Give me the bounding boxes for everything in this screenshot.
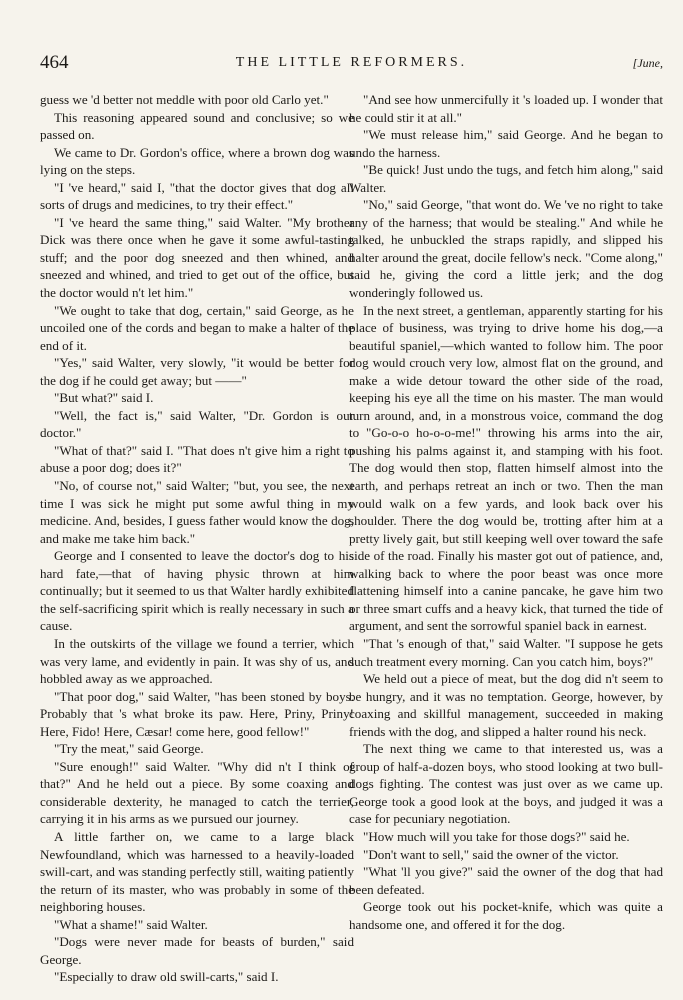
- paragraph: "Sure enough!" said Walter. "Why did n't I think of that?" And he held out a piece. By some coaxing and considerable dexterity, he managed to catch the terrier, carrying it in his arms as we pursued our journey.: [40, 758, 354, 827]
- paragraph: "What of that?" said I. "That does n't give him a right to abuse a poor dog; does it?": [40, 442, 354, 476]
- paragraph: "What a shame!" said Walter.: [54, 916, 208, 932]
- paragraph: This reasoning appeared sound and conclusive; so we passed on.: [40, 109, 354, 143]
- paragraph: "And see how unmercifully it 's loaded up. I wonder that he could stir it at all.": [349, 92, 663, 125]
- running-title: THE LITTLE REFORMERS.: [235, 55, 468, 70]
- paragraph: "How much will you take for those dogs?" said he.: [363, 828, 630, 844]
- paragraph: "What 'll you give?" said the owner of the dog that had been defeated.: [349, 864, 663, 897]
- paragraph: In the next street, a gentleman, apparently starting for his place of business, was trying to drive home his dog,—a beautiful spaniel,—which wanted to follow him. The poor dog would crouch very low, almost flat on the ground, and make a wide detour toward the other side of the road, keeping his eye all the time on his master. The man would turn around, and, in a monstrous voice, command the dog to "Go-o-o ho-o-o-me!" throwing his arms into the air, pushing his palms against it, and stamping with his foot. The dog would then stop, flatten himself almost into the earth, and perhaps retreat an inch or two. Then the man would walk on a few yards, and look back over his shoulder. There the dog would be, trotting after him at a pretty lively gait, but still keeping well over toward the safe side of the road. Finally his master got out of patience, and, walking back to where the poor beast was once more flattening himself into a canine pancake, he gave him two or three smart cuffs and a heavy kick, that turned the tide of argument, and sent the sorrowful spaniel back in earnest.: [349, 302, 663, 634]
- paragraph: We held out a piece of meat, but the dog did n't seem to be hungry, and it was no temptation. George, however, by coaxing and skillful management, succeeded in making friends with the dog, and slipped a halter round his neck.: [349, 671, 663, 739]
- paragraph: We came to Dr. Gordon's office, where a brown dog was lying on the steps.: [40, 144, 354, 178]
- paragraph: George and I consented to leave the doctor's dog to his hard fate,—that of having physic thrown at him continually; but it seemed to us that Walter hardly exhibited the self-sacrificing spirit which is really necessary in such a cause.: [40, 548, 354, 634]
- paragraph: George took out his pocket-knife, which was quite a handsome one, and offered it for the dog.: [349, 899, 663, 932]
- paragraph: A little farther on, we came to a large black Newfoundland, which was harnessed to a heavily-loaded swill-cart, and was standing perfectly still, waiting patiently the return of its master, who was probably in some of the neighboring houses.: [40, 828, 354, 915]
- paragraph: "No, of course not," said Walter; "but, you see, the next time I was sick he might put some awful thing in my medicine. And, besides, I guess father would know the dog, and make me take him back.": [40, 478, 354, 546]
- paragraph: "We must release him," said George. And he began to undo the harness.: [349, 127, 663, 160]
- paragraph: "Yes," said Walter, very slowly, "it would be better for the dog if he could get away; but ——": [40, 355, 354, 388]
- paragraph: "I 've heard," said I, "that the doctor gives that dog all sorts of drugs and medicines, to try their effect.": [40, 179, 354, 213]
- paragraph: "That 's enough of that," said Walter. "I suppose he gets such treatment every morning. Can you catch him, boys?": [349, 635, 663, 669]
- paragraph: "That poor dog," said Walter, "has been stoned by boys. Probably that 's what broke its paw. Here, Priny, Priny! Here, Fido! Here, Cæsar! come here, good fellow!": [40, 688, 354, 739]
- paragraph: The next thing we came to that interested us, was a group of half-a-dozen boys, who stood looking at two bull-dogs fighting. The contest was just over as we came up. George took a good look at the boys, and judged it was a case for pecuniary negotiation.: [349, 741, 663, 827]
- page-number: 464: [40, 52, 69, 73]
- paragraph: "No," said George, "that wont do. We 've no right to take any of the harness; that would be stealing." And while he talked, he unbuckled the straps rapidly, and slipped his halter around the great, docile fellow's neck. "Come along," said he, giving the cord a little jerk; and the dog wonderingly followed us.: [349, 197, 663, 301]
- paragraph: "I 've heard the same thing," said Walter. "My brother Dick was there once when he gave it some awful-tasting stuff; and the poor dog sneezed and then whined, and sneezed and whined, and tried to get out of the office, but the doctor would n't let him.": [40, 214, 354, 301]
- paragraph: "We ought to take that dog, certain," said George, as he uncoiled one of the cords and began to make a halter of the end of it.: [40, 302, 354, 353]
- header-month: [June,: [632, 56, 663, 70]
- left-column: [40, 91, 354, 986]
- paragraph: "Dogs were never made for beasts of burden," said George.: [40, 934, 354, 967]
- paragraph: "Try the meat," said George.: [54, 741, 204, 757]
- paragraph: In the outskirts of the village we found a terrier, which was very lame, and evidently in pain. It was shy of us, and hobbled away as we approached.: [40, 635, 354, 687]
- right-column: [349, 91, 663, 933]
- paragraph: "Well, the fact is," said Walter, "Dr. Gordon is our doctor.": [40, 407, 354, 441]
- paragraph: "Don't want to sell," said the owner of the victor.: [363, 846, 619, 862]
- running-header: [40, 52, 663, 76]
- paragraph: "But what?" said I.: [54, 390, 154, 406]
- paragraph: "Be quick! Just undo the tugs, and fetch him along," said Walter.: [349, 162, 663, 195]
- paragraph: guess we 'd better not meddle with poor old Carlo yet.": [40, 92, 329, 107]
- paragraph: "Especially to draw old swill-carts," said I.: [54, 969, 279, 985]
